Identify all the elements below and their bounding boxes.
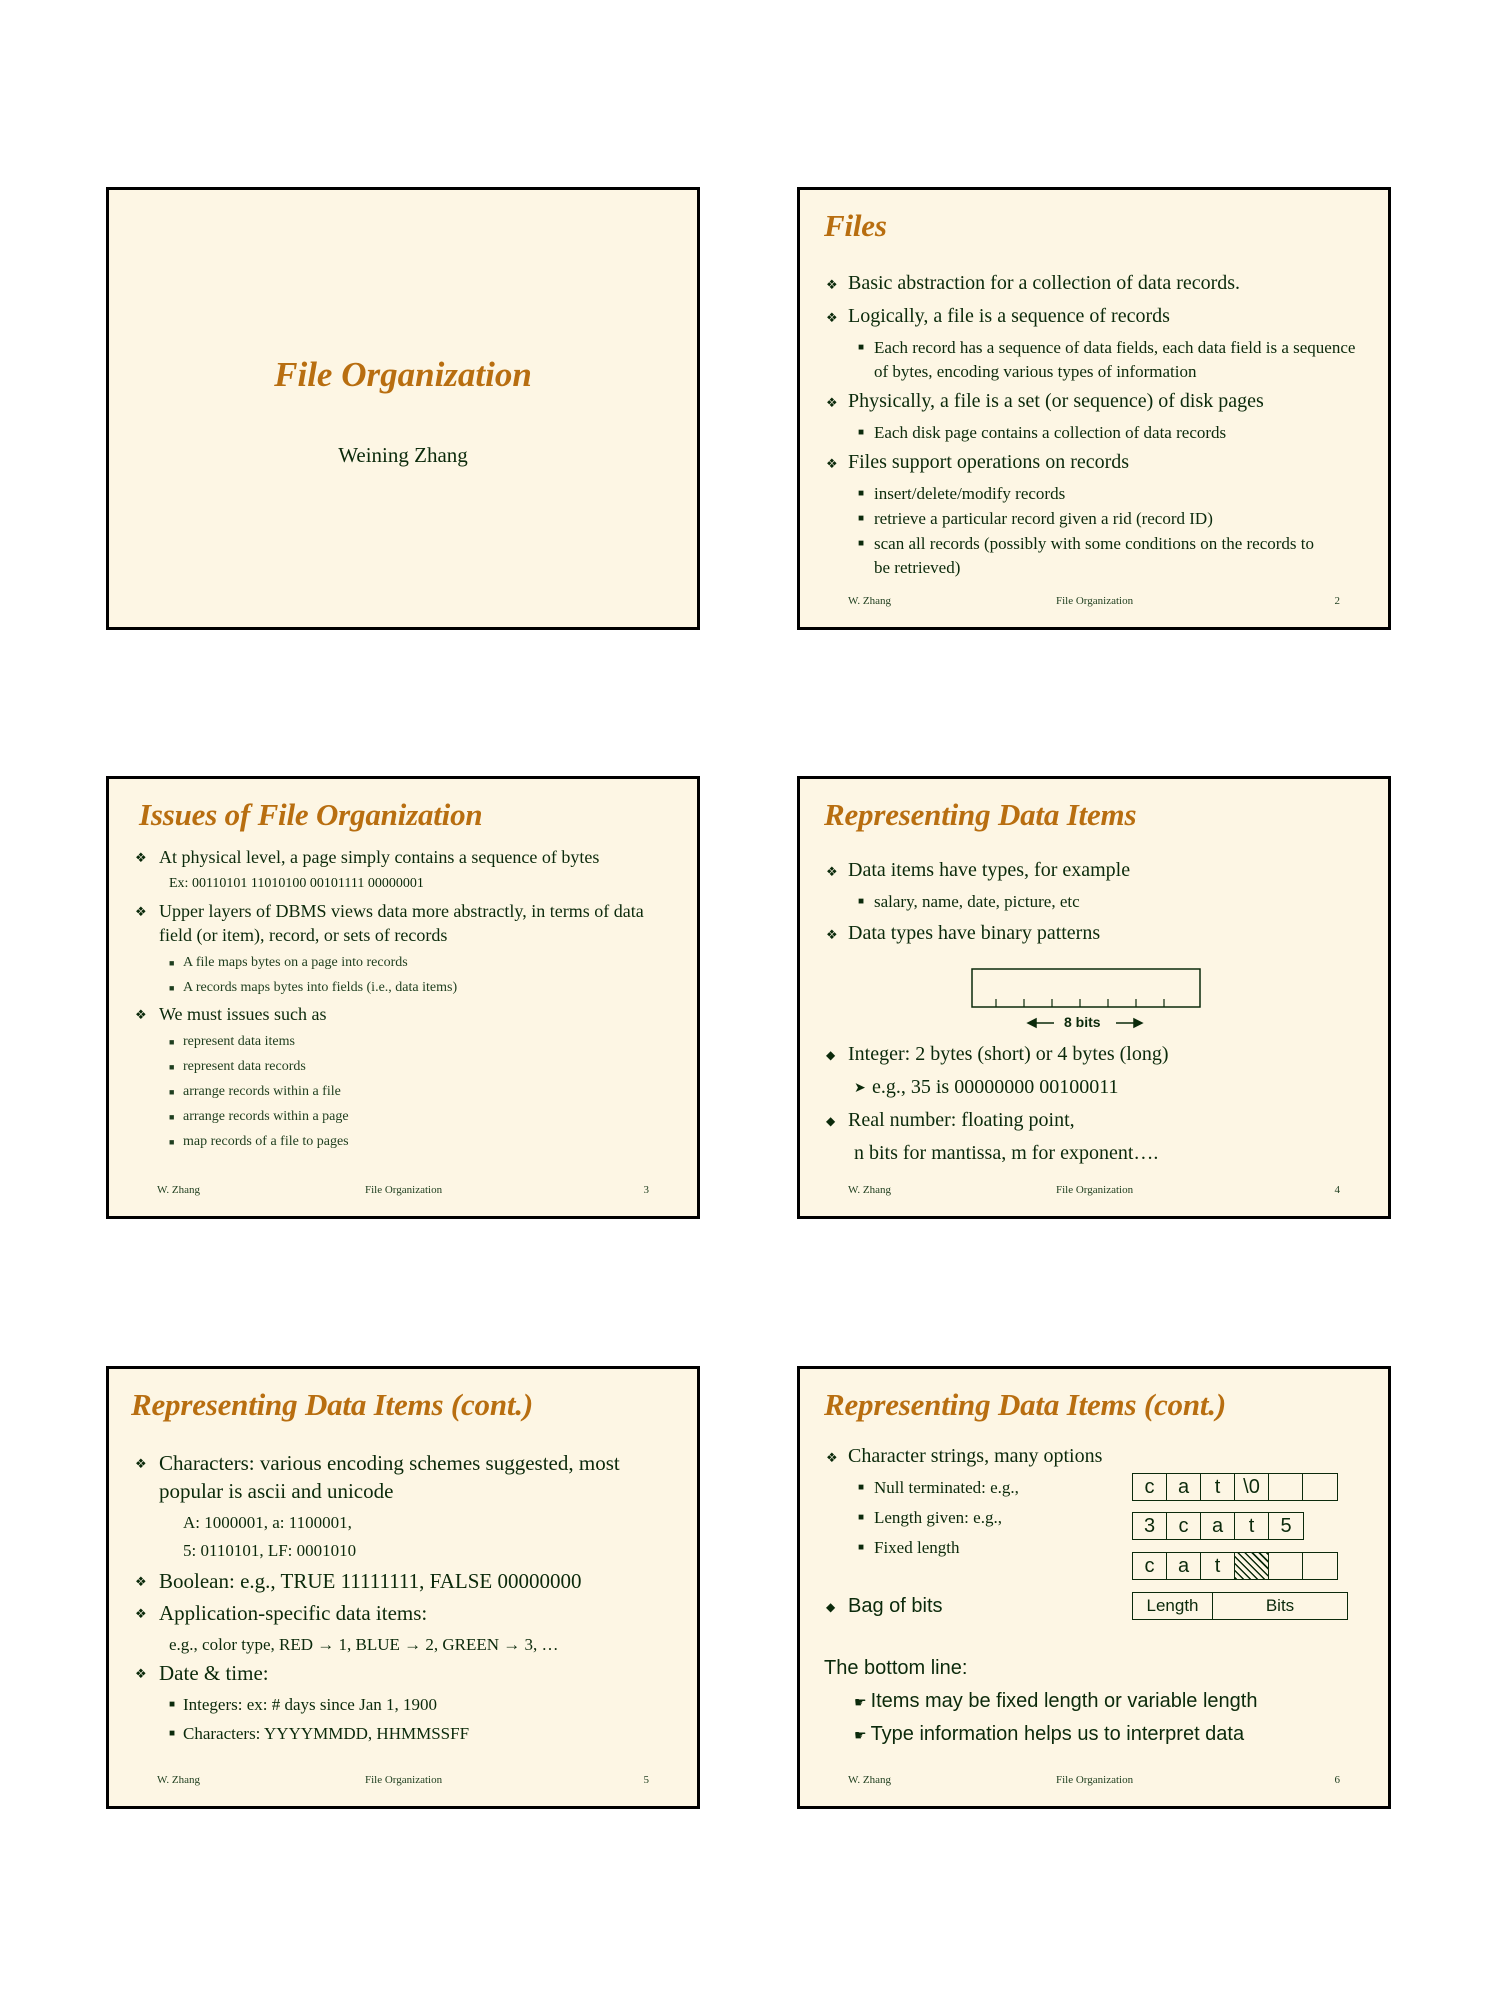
diamond-bullet-icon: ❖	[135, 1606, 147, 1621]
list-item: ❖ At physical level, a page simply contains a sequence of bytes	[109, 845, 697, 869]
sub-list-item: ■ represent data records	[109, 1055, 697, 1079]
sub-list-item: ■ A file maps bytes on a page into records	[109, 951, 697, 975]
slide-5-content	[109, 1449, 697, 1749]
diamond-bullet-icon: ❖	[135, 850, 147, 865]
list-item: ◆ Integer: 2 bytes (short) or 4 bytes (long)	[800, 1041, 1388, 1068]
footer-author: W. Zhang	[848, 1774, 891, 1786]
diamond-bullet-icon: ◆	[826, 1600, 836, 1614]
bit-ticks	[996, 999, 1164, 1007]
list-item: ❖ Data items have types, for example	[800, 857, 1388, 884]
slide-2	[797, 187, 1391, 630]
square-bullet-icon: ■	[858, 427, 865, 438]
pointing-hand-icon: ☛	[854, 1727, 867, 1743]
char-cell: c	[1133, 1553, 1167, 1579]
empty-cell	[1303, 1474, 1337, 1500]
page-number: 4	[1334, 1184, 1340, 1196]
square-bullet-icon: ■	[858, 1512, 865, 1523]
slide-4	[797, 776, 1391, 1219]
footer-title: File Organization	[1056, 1184, 1134, 1196]
footer-title: File Organization	[365, 1184, 443, 1196]
diamond-bullet-icon: ❖	[826, 395, 838, 410]
char-cell: 5	[1280, 1515, 1292, 1537]
byte-sequence-example: Ex: 00110101 11010100 00101111 00000001	[169, 876, 424, 891]
slide-3-title: Issues of File Organization	[139, 797, 483, 832]
square-bullet-icon: ■	[858, 488, 865, 499]
diamond-bullet-icon: ❖	[135, 1007, 147, 1022]
diamond-bullet-icon: ❖	[135, 1574, 147, 1589]
sub-list-item: ■ map records of a file to pages	[109, 1130, 697, 1154]
bottom-line-item: ☛ Type information helps us to interpret data	[854, 1723, 1245, 1745]
sub-list-item: ■ salary, name, date, picture, etc	[800, 890, 1388, 914]
slide-footer	[800, 595, 1388, 609]
list-item: ❖ Basic abstraction for a collection of data records.	[800, 270, 1388, 297]
square-bullet-icon: ■	[169, 1037, 175, 1047]
list-item: ❖ Character strings, many options	[800, 1443, 1388, 1470]
app-specific-example: e.g., color type, RED → 1, BLUE → 2, GREEN → 3, …	[169, 1635, 559, 1654]
slide-footer	[800, 1184, 1388, 1198]
footer-title: File Organization	[1056, 1774, 1134, 1786]
square-bullet-icon: ■	[858, 342, 865, 353]
diamond-bullet-icon: ❖	[826, 1450, 838, 1465]
footer-author: W. Zhang	[848, 1184, 891, 1196]
sub-list-item: ■ Integers: ex: # days since Jan 1, 1900	[109, 1691, 697, 1719]
list-item: ❖ Files support operations on records	[800, 449, 1388, 476]
sub-list-item: ■ arrange records within a page	[109, 1105, 697, 1129]
diamond-bullet-icon: ❖	[135, 1666, 147, 1681]
list-item: ❖ Application-specific data items:	[109, 1599, 697, 1627]
diamond-bullet-icon: ❖	[135, 904, 147, 919]
arrow-left-icon	[1028, 1019, 1054, 1027]
slide-footer	[109, 1184, 697, 1198]
square-bullet-icon: ■	[169, 1728, 176, 1739]
square-bullet-icon: ■	[169, 1112, 175, 1122]
slide-6-content	[800, 1443, 1388, 1561]
encoding-example: 5: 0110101, LF: 0001010	[183, 1541, 357, 1560]
slide-5-title: Representing Data Items (cont.)	[131, 1387, 533, 1422]
square-bullet-icon: ■	[169, 1699, 176, 1710]
slide-3-content	[109, 845, 697, 1155]
slide-4-title: Representing Data Items	[824, 797, 1137, 832]
char-cell: a	[1201, 1513, 1235, 1539]
sub-list-item: ■ scan all records (possibly with some conditions on the records to be retrieved)	[858, 534, 1315, 577]
square-bullet-icon: ■	[858, 538, 865, 549]
list-item: ◆ Bag of bits	[800, 1593, 1388, 1620]
hatched-padding-cell	[1235, 1553, 1269, 1579]
sub-list-item: ■ Each record has a sequence of data fields, each data field is a sequence of bytes, encoding various types of information	[858, 338, 1356, 381]
slide-4-content-lower	[800, 1041, 1388, 1173]
footer-author: W. Zhang	[157, 1184, 200, 1196]
sub-list-item: ■ Fixed length	[800, 1536, 1388, 1560]
bottom-line-heading: The bottom line:	[824, 1657, 968, 1679]
char-cell: t	[1201, 1474, 1235, 1500]
square-bullet-icon: ■	[169, 983, 175, 993]
list-item: ➤ e.g., 35 is 00000000 00100011	[800, 1074, 1388, 1101]
footer-title: File Organization	[365, 1774, 443, 1786]
empty-cell	[1269, 1474, 1303, 1500]
char-cell: c	[1133, 1474, 1167, 1500]
footer-author: W. Zhang	[157, 1774, 200, 1786]
slide-2-title: Files	[824, 208, 887, 243]
sub-list-item: ■ Null terminated: e.g.,	[800, 1476, 1388, 1500]
diamond-bullet-icon: ❖	[826, 456, 838, 471]
char-cell: a	[1167, 1553, 1201, 1579]
slide-2-content	[800, 270, 1388, 581]
sub-list-item: ■ Length given: e.g.,	[800, 1506, 1388, 1530]
sub-list-item: ■ Each disk page contains a collection of data records	[800, 421, 1388, 445]
arrow-bullet-icon: ➤	[854, 1081, 866, 1096]
square-bullet-icon: ■	[169, 958, 175, 968]
diamond-bullet-icon: ❖	[826, 927, 838, 942]
page-number: 2	[1334, 595, 1340, 607]
footer-title: File Organization	[1056, 595, 1134, 607]
list-item: ❖ Boolean: e.g., TRUE 11111111, FALSE 00000000	[109, 1567, 697, 1595]
slide-4-content	[800, 857, 1388, 953]
list-item: ❖ Data types have binary patterns	[800, 920, 1388, 947]
empty-cell	[1269, 1553, 1303, 1579]
square-bullet-icon: ■	[858, 1482, 865, 1493]
diamond-bullet-icon: ❖	[826, 277, 838, 292]
sub-list-item: ■ arrange records within a file	[109, 1080, 697, 1104]
bottom-line-item: ☛ Items may be fixed length or variable length	[854, 1690, 1258, 1712]
diamond-bullet-icon: ◆	[826, 1114, 836, 1128]
diamond-bullet-icon: ❖	[826, 864, 838, 879]
sub-list-item: ■ retrieve a particular record given a rid (record ID)	[800, 507, 1388, 531]
arrow-right-icon	[1116, 1019, 1142, 1027]
list-item: ❖ We must issues such as	[109, 1002, 697, 1026]
page-number: 3	[643, 1184, 649, 1196]
list-item: ❖ Logically, a file is a sequence of records	[800, 303, 1388, 330]
slide-3	[106, 776, 700, 1219]
sub-list-item: ■ represent data items	[109, 1030, 697, 1054]
square-bullet-icon: ■	[858, 1542, 865, 1553]
slide-6	[797, 1366, 1391, 1809]
eight-bits-label: 8 bits	[1064, 1014, 1101, 1030]
slide-footer	[109, 1774, 697, 1788]
bag-of-bits-layout	[1132, 1592, 1348, 1620]
null-terminated-string	[1132, 1473, 1338, 1501]
list-item: ❖ Physically, a file is a set (or sequence) of disk pages	[800, 388, 1388, 415]
char-cell: t	[1235, 1513, 1269, 1539]
square-bullet-icon: ■	[858, 896, 865, 907]
char-cell: t	[1201, 1553, 1235, 1579]
square-bullet-icon: ■	[858, 513, 865, 524]
pointing-hand-icon: ☛	[854, 1694, 867, 1710]
slide-5	[106, 1366, 700, 1809]
empty-cell	[1303, 1553, 1337, 1579]
length-field: Length	[1133, 1593, 1213, 1619]
square-bullet-icon: ■	[169, 1137, 175, 1147]
square-bullet-icon: ■	[169, 1062, 175, 1072]
sub-list-item: ■ insert/delete/modify records	[800, 482, 1388, 506]
list-item: ❖ Upper layers of DBMS views data more abstractly, in terms of data field (or item), record, or sets of records	[135, 901, 644, 945]
sub-list-item: ■ Characters: YYYYMMDD, HHMMSSFF	[109, 1720, 697, 1748]
char-cell: a	[1167, 1474, 1201, 1500]
slide-6-title: Representing Data Items (cont.)	[824, 1387, 1226, 1422]
diamond-bullet-icon: ❖	[826, 310, 838, 325]
length-cell: 3	[1133, 1513, 1167, 1539]
byte-box	[972, 969, 1200, 1007]
footer-author: W. Zhang	[848, 595, 891, 607]
list-item: ❖ Characters: various encoding schemes suggested, most popular is ascii and unicode	[135, 1451, 620, 1503]
page-number: 6	[1334, 1774, 1340, 1786]
list-item-continuation: n bits for mantissa, m for exponent….	[854, 1142, 1159, 1164]
list-item: ❖ Date & time:	[109, 1659, 697, 1687]
length-given-string	[1132, 1512, 1304, 1540]
char-cell: c	[1167, 1513, 1201, 1539]
bits-field: Bits	[1265, 1596, 1295, 1615]
sub-list-item: ■ A records maps bytes into fields (i.e., data items)	[109, 976, 697, 1000]
square-bullet-icon: ■	[169, 1087, 175, 1097]
slide-1-author: Weining Zhang	[338, 443, 468, 467]
encoding-example: A: 1000001, a: 1100001,	[183, 1513, 352, 1532]
diamond-bullet-icon: ❖	[135, 1456, 147, 1471]
null-terminator-cell: \0	[1235, 1474, 1269, 1500]
diamond-bullet-icon: ◆	[826, 1048, 836, 1062]
list-item: ◆ Real number: floating point,	[800, 1107, 1388, 1134]
slide-1-title: File Organization	[274, 355, 532, 394]
slide-1	[106, 187, 700, 630]
slide-footer	[800, 1774, 1388, 1788]
page-number: 5	[643, 1774, 649, 1786]
fixed-length-string	[1132, 1552, 1338, 1580]
